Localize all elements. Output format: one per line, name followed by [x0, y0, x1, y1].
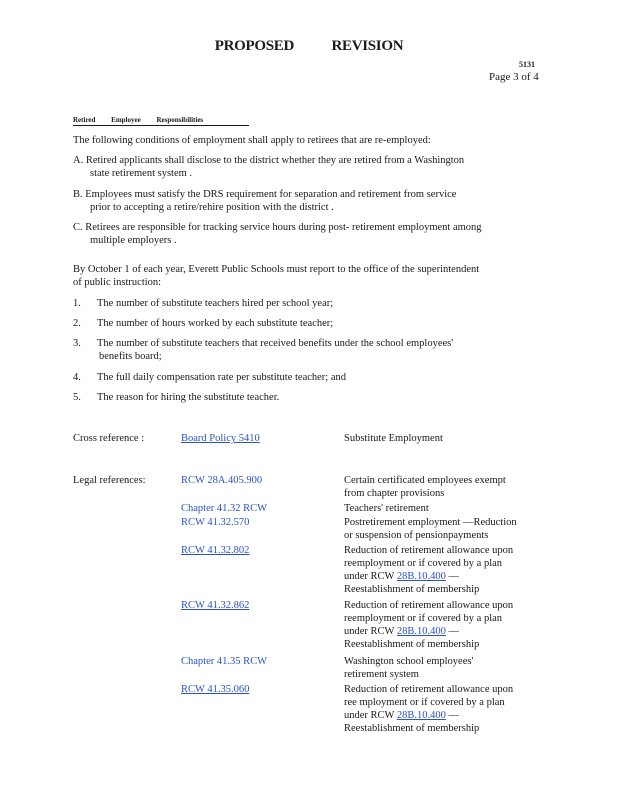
- report-item-2: [73, 317, 334, 330]
- item-text: The reason for hiring the substitute teacher.: [97, 392, 280, 403]
- item-number: 4.: [73, 372, 81, 383]
- item-number: 5.: [73, 392, 81, 403]
- desc-suffix: —: [448, 626, 460, 637]
- report-item-4: [73, 371, 346, 384]
- desc-line: Reestablishment of membership: [344, 584, 480, 595]
- desc-line: Postretirement employment —Reduction: [344, 517, 517, 528]
- item-text: The number of substitute teachers that received benefits under the school employees': [97, 338, 454, 349]
- condition-text-cont: multiple employers .: [90, 235, 177, 246]
- legal-ref-description: Teachers' retirement: [344, 503, 429, 514]
- legal-ref-code[interactable]: Chapter 41.32 RCW: [181, 503, 268, 514]
- cross-reference-description: Substitute Employment: [344, 433, 443, 444]
- report-item-1: [73, 297, 334, 310]
- legal-ref-description: [344, 474, 506, 500]
- section-heading: Retired Employee Responsibilities: [73, 116, 204, 124]
- condition-text: Employees must satisfy the DRS requirement for separation and retirement from service: [85, 189, 457, 200]
- reporting-paragraph: [73, 263, 479, 289]
- item-number: 2.: [73, 318, 81, 329]
- section-heading-underline: [73, 125, 249, 126]
- item-text: The full daily compensation rate per substitute teacher; and: [97, 372, 346, 383]
- condition-text-cont: prior to accepting a retire/rehire position with the district .: [90, 202, 334, 213]
- condition-a: [73, 154, 464, 180]
- desc-line: reemployment or if covered by a plan: [344, 613, 503, 624]
- desc-line: ree mployment or if covered by a plan: [344, 697, 505, 708]
- report-item-3: [73, 337, 454, 362]
- desc-line: retirement system: [344, 669, 419, 680]
- desc-line: Reduction of retirement allowance upon: [344, 600, 514, 611]
- desc-suffix: —: [448, 571, 460, 582]
- condition-text: Retired applicants shall disclose to the district whether they are retired from a Washington: [85, 155, 465, 166]
- policy-number: 5131: [519, 60, 535, 69]
- item-text: The number of hours worked by each substitute teacher;: [97, 318, 334, 329]
- reporting-line: of public instruction:: [73, 277, 162, 288]
- legal-ref-code[interactable]: Chapter 41.35 RCW: [181, 656, 268, 667]
- condition-text: Retirees are responsible for tracking service hours during post- retirement employment among: [85, 222, 482, 233]
- desc-suffix: —: [448, 710, 460, 721]
- reporting-line: By October 1 of each year, Everett Public Schools must report to the office of the superintendent: [73, 264, 480, 275]
- sub-reference-link[interactable]: 28B.10.400: [396, 626, 446, 637]
- desc-line: Reestablishment of membership: [344, 639, 480, 650]
- item-text: The number of substitute teachers hired per school year;: [97, 298, 334, 309]
- condition-c: [73, 221, 482, 247]
- legal-ref-description: [344, 599, 513, 651]
- legal-ref-code-link[interactable]: RCW 41.32.802: [181, 545, 250, 556]
- item-text-cont: benefits board;: [99, 351, 162, 362]
- desc-prefix: under RCW: [344, 571, 395, 582]
- sub-reference-link[interactable]: 28B.10.400: [396, 571, 446, 582]
- legal-ref-description: [344, 683, 513, 735]
- intro-text: The following conditions of employment shall apply to retirees that are re-employed:: [73, 135, 431, 146]
- document-title: PROPOSED REVISION: [214, 38, 404, 54]
- desc-line: Certain certificated employees exempt: [344, 475, 506, 486]
- legal-ref-code-link[interactable]: RCW 41.32.862: [181, 600, 250, 611]
- desc-line: or suspension of pensionpayments: [344, 530, 489, 541]
- legal-references-label: Legal references:: [73, 475, 146, 486]
- condition-letter: A.: [73, 155, 84, 166]
- desc-line: Reduction of retirement allowance upon: [344, 545, 514, 556]
- item-number: 3.: [73, 338, 81, 349]
- cross-reference-policy-link[interactable]: Board Policy 5410: [181, 433, 260, 444]
- condition-letter: B.: [73, 189, 83, 200]
- desc-line: [344, 570, 513, 583]
- legal-ref-description: [344, 655, 473, 681]
- sub-reference-link[interactable]: 28B.10.400: [396, 710, 446, 721]
- page-number: Page 3 of 4: [489, 71, 539, 83]
- condition-letter: C.: [73, 222, 83, 233]
- desc-prefix: under RCW: [344, 710, 395, 721]
- condition-text-cont: state retirement system .: [90, 168, 193, 179]
- legal-ref-description: [344, 544, 513, 596]
- cross-reference-label: Cross reference :: [73, 433, 145, 444]
- legal-ref-description: [344, 516, 517, 542]
- legal-ref-code-link[interactable]: RCW 41.35.060: [181, 684, 250, 695]
- desc-line: Washington school employees': [344, 656, 474, 667]
- item-number: 1.: [73, 298, 81, 309]
- desc-line: [344, 709, 513, 722]
- desc-line: Reestablishment of membership: [344, 723, 480, 734]
- legal-ref-code[interactable]: RCW 41.32.570: [181, 517, 250, 528]
- legal-ref-code[interactable]: RCW 28A.405.900: [181, 475, 263, 486]
- desc-line: Reduction of retirement allowance upon: [344, 684, 514, 695]
- report-item-5: [73, 391, 280, 404]
- condition-b: [73, 188, 456, 214]
- desc-prefix: under RCW: [344, 626, 395, 637]
- desc-line: reemployment or if covered by a plan: [344, 558, 503, 569]
- desc-line: from chapter provisions: [344, 488, 445, 499]
- desc-line: [344, 625, 513, 638]
